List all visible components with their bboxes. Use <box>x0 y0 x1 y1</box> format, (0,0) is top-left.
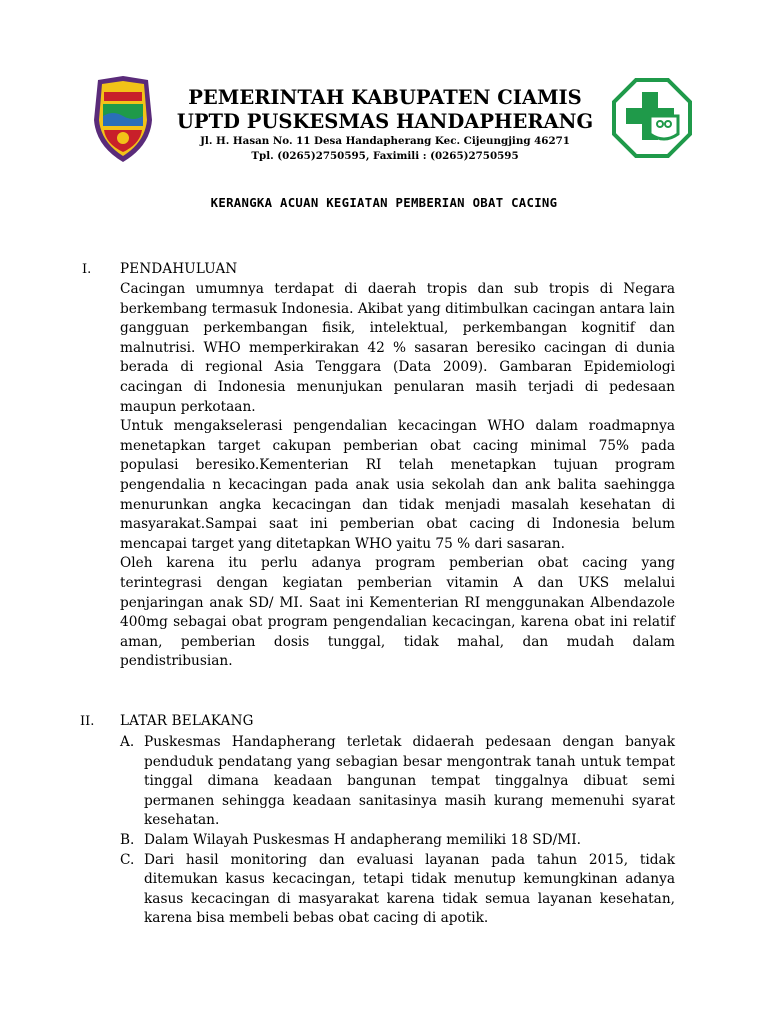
list-marker: C. <box>120 851 135 868</box>
list-marker: B. <box>120 831 135 848</box>
list-item-text: Puskesmas Handapherang terletak didaerah pedesaan dengan banyak penduduk pendatang yang sebagian besar mengontrak tanah untuk tempat tinggal dimana keadaan bangunan tempat tinggalnya dibuat semi permanen sehingga keadaan sanitasinya masih kurang memenuhi syarat kesehatan. <box>144 734 675 829</box>
contact-line: Tpl. (0265)2750595, Faximili : (0265)2750595 <box>251 150 519 162</box>
paragraph: Cacingan umumnya terdapat di daerah tropis dan sub tropis di Negara berkembang termasuk Indonesia. Akibat yang ditimbulkan cacingan antara lain gangguan perkembangan fisik, intelektual, perkembangan kognitif dan malnutrisi. WHO memperkirakan 42 % sasaran beresiko cacingan di dunia berada di regional Asia Tenggara (Data 2009). Gambaran Epidemiologi cacingan di Indonesia menunjukan penularan masih terjadi di pedesaan maupun perkotaan. <box>120 281 675 415</box>
regency-crest-logo <box>90 76 156 164</box>
section-heading: LATAR BELAKANG <box>120 713 254 729</box>
section-number: I. <box>82 262 92 277</box>
paragraph: Oleh karena itu perlu adanya program pemberian obat cacing yang terintegrasi dengan kegiatan pemberian vitamin A dan UKS melalui penjaringan anak SD/ MI. Saat ini Kementerian RI menggunakan Albendazole 400mg sebagai obat program pengendalian kecacingan, karena obat ini relatif aman, pemberian dosis tunggal, tidak mahal, dan mudah dalam pendistribusian. <box>120 555 675 670</box>
section-heading: PENDAHULUAN <box>120 261 238 277</box>
puskesmas-cross-icon <box>612 78 692 158</box>
section-number: II. <box>80 714 95 729</box>
list-item <box>120 733 675 831</box>
puskesmas-logo <box>612 78 692 158</box>
list-item-text: Dari hasil monitoring dan evaluasi layanan pada tahun 2015, tidak ditemukan kasus kecacingan, tetapi tidak menutup kemungkinan adanya kasus kecacingan di masyarakat karena tidak semua layanan kesehatan, karena bisa membeli bebas obat cacing di apotik. <box>144 851 675 927</box>
address-line: Jl. H. Hasan No. 11 Desa Handapherang Kec. Cijeungjing 46271 <box>200 135 570 147</box>
background-list <box>120 733 675 929</box>
institution-name: UPTD PUSKESMAS HANDAPHERANG <box>176 110 594 133</box>
ciamis-regency-crest-icon <box>90 76 156 164</box>
list-item <box>120 851 675 929</box>
government-name: PEMERINTAH KABUPATEN CIAMIS <box>188 86 582 109</box>
list-item <box>120 831 675 851</box>
letterhead <box>160 86 610 164</box>
list-marker: A. <box>120 734 135 750</box>
section-body <box>120 280 675 672</box>
paragraph: Untuk mengakselerasi pengendalian kecacingan WHO dalam roadmapnya menetapkan target cakupan pemberian obat cacing minimal 75% pada populasi beresiko.Kementerian RI telah menetapkan tujuan program pengendalia n kecacingan pada anak usia sekolah dan ank balita saehingga menurunkan angka kecacingan dan tidak menjadi masalah kesehatan di masyarakat.Sampai saat ini pemberian obat cacing di Indonesia belum mencapai target yang ditetapkan WHO yaitu 75 % dari sasaran. <box>120 418 675 552</box>
list-item-text: Dalam Wilayah Puskesmas H andapherang memiliki 18 SD/MI. <box>144 831 581 848</box>
document-title: KERANGKA ACUAN KEGIATAN PEMBERIAN OBAT CACING <box>210 196 558 210</box>
